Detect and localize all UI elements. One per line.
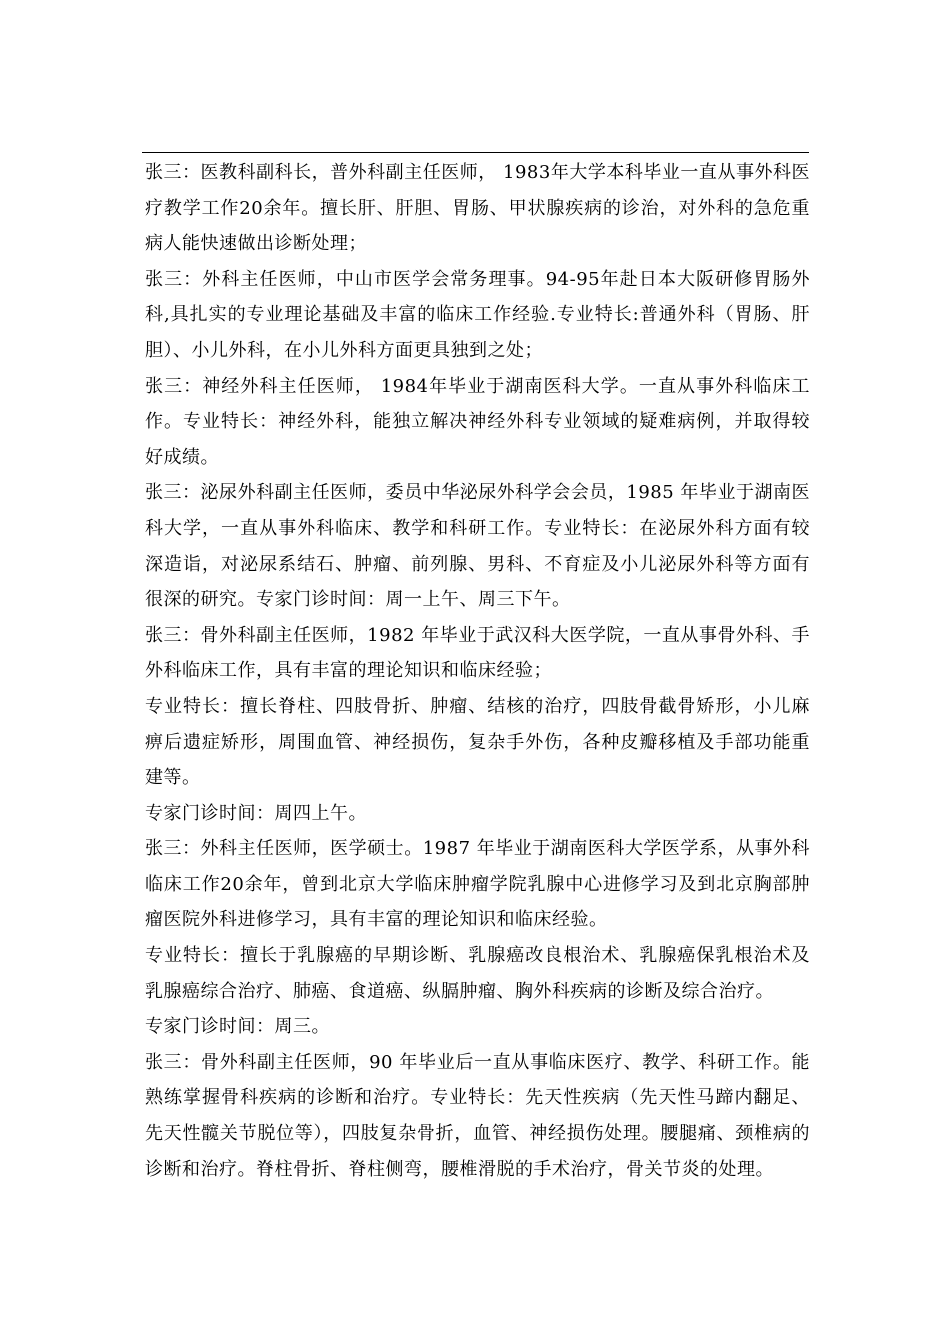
paragraph: 专家门诊时间：周三。 — [145, 1016, 330, 1038]
paragraph: 专业特长：擅长于乳腺癌的早期诊断、乳腺癌改良根治术、乳腺癌保乳根治术及乳腺癌综合治疗、肺癌、食道癌、纵膈肿瘤、胸外科疾病的诊断及综合治疗。 — [145, 945, 810, 1002]
paragraph: 专家门诊时间：周四上午。 — [145, 802, 367, 824]
paragraph: 张三：神经外科主任医师， 1984年毕业于湖南医科大学。一直从事外科临床工作。专业特长：神经外科，能独立解决神经外科专业领域的疑难病例，并取得较好成绩。 — [145, 375, 810, 468]
paragraph: 张三：外科主任医师，中山市医学会常务理事。94-95年赴日本大阪研修胃肠外科,具扎实的专业理论基础及丰富的临床工作经验.专业特长:普通外科（胃肠、肝胆）、小儿外科，在小儿外科方面更具独到之处； — [145, 268, 810, 361]
paragraph: 张三：外科主任医师，医学硕士。1987 年毕业于湖南医科大学医学系，从事外科临床工作20余年，曾到北京大学临床肿瘤学院乳腺中心进修学习及到北京胸部肿瘤医院外科进修学习，具有丰富的理论知识和临床经验。 — [145, 838, 810, 931]
paragraph: 专业特长：擅长脊柱、四肢骨折、肿瘤、结核的治疗，四肢骨截骨矫形，小儿麻痹后遗症矫形，周围血管、神经损伤，复杂手外伤，各种皮瓣移植及手部功能重建等。 — [145, 695, 810, 789]
paragraph: 张三：泌尿外科副主任医师，委员中华泌尿外科学会会员，1985 年毕业于湖南医科大学，一直从事外科临床、教学和科研工作。专业特长：在泌尿外科方面有较深造诣，对泌尿系结石、肿瘤、前列腺、男科、不育症及小儿泌尿外科等方面有很深的研究。专家门诊时间：周一上午、周三下午。 — [145, 482, 810, 611]
paragraph: 张三：骨外科副主任医师，90 年毕业后一直从事临床医疗、教学、科研工作。能熟练掌握骨科疾病的诊断和治疗。专业特长：先天性疾病（先天性马蹄内翻足、先天性髋关节脱位等），四肢复杂骨折，血管、神经损伤处理。腰腿痛、颈椎病的诊断和治疗。脊柱骨折、脊柱侧弯，腰椎滑脱的手术治疗，骨关节炎的处理。 — [145, 1051, 810, 1180]
header-rule — [142, 152, 809, 153]
paragraph: 张三：医教科副科长，普外科副主任医师， 1983年大学本科毕业一直从事外科医疗教学工作20余年。擅长肝、肝胆、胃肠、甲状腺疾病的诊治，对外科的急危重病人能快速做出诊断处理； — [145, 162, 810, 255]
paragraph: 张三：骨外科副主任医师，1982 年毕业于武汉科大医学院，一直从事骨外科、手外科临床工作，具有丰富的理论知识和临床经验； — [145, 624, 810, 682]
document-body — [145, 155, 810, 1187]
